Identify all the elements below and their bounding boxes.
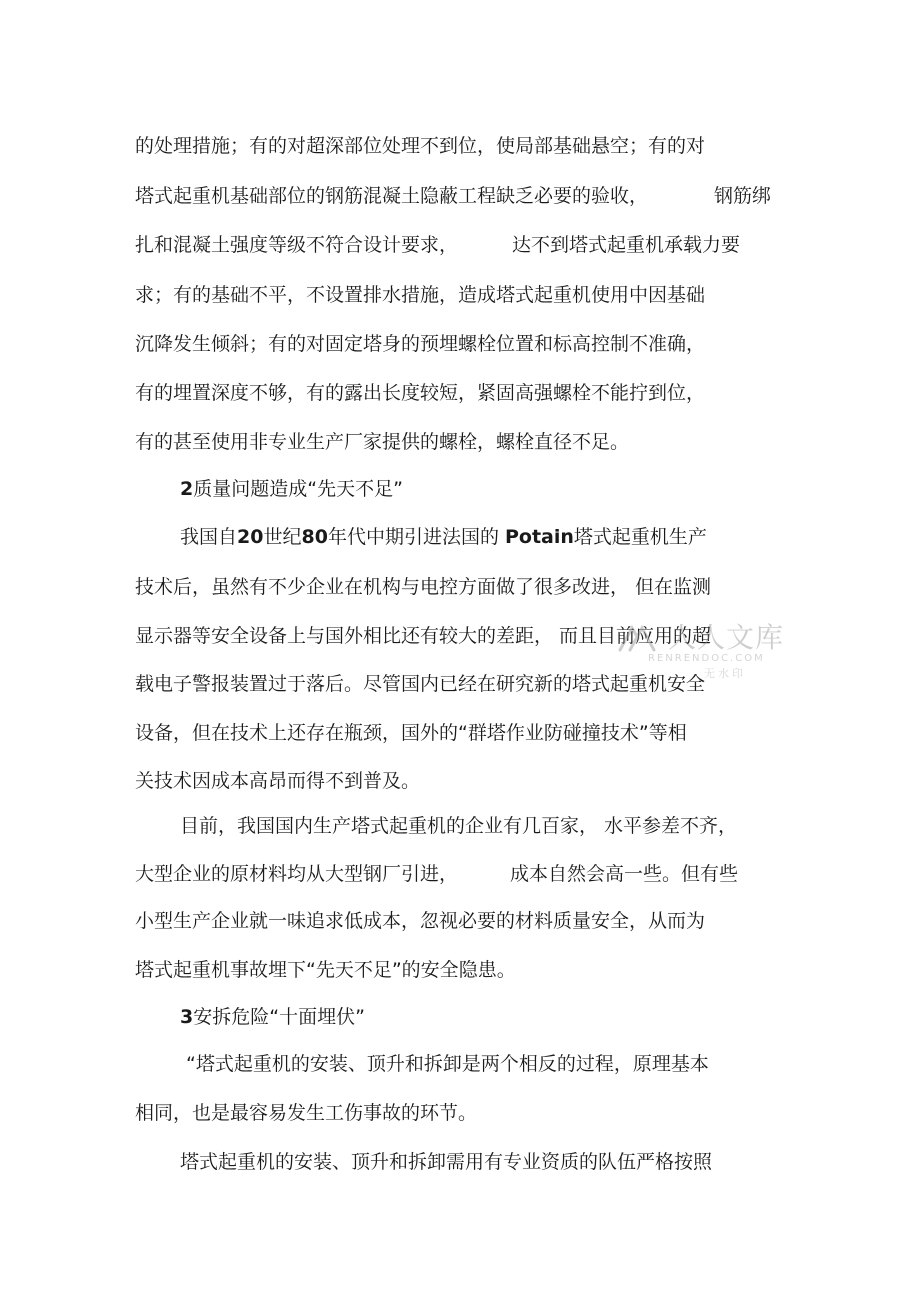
text-line: 小型生产企业就一味追求低成本，忽视必要的材料质量安全，从而为 bbox=[135, 910, 706, 932]
text-segment: 塔式起重机生产 bbox=[573, 526, 707, 548]
text-segment: 扎和混凝土强度等级不符合设计要求， bbox=[135, 234, 459, 256]
text-segment: 达不到塔式起重机承载力要 bbox=[512, 234, 741, 256]
text-segment: 塔式起重机基础部位的钢筋混凝土隐蔽工程缺乏必要的验收， bbox=[135, 185, 649, 207]
text-line: 相同，也是最容易发生工伤事故的环节。 bbox=[135, 1102, 478, 1124]
text-line bbox=[180, 525, 707, 549]
watermark-title: 人人文库 bbox=[668, 621, 785, 654]
heading-number: 2 bbox=[180, 478, 194, 500]
text-line bbox=[135, 233, 740, 257]
text-segment: 钢筋绑 bbox=[714, 185, 772, 207]
text-line: “塔式起重机的安装、顶升和拆卸是两个相反的过程，原理基本 bbox=[186, 1053, 709, 1075]
text-segment: 年代中期引进法国的 bbox=[327, 526, 505, 548]
text-line: 技术后，虽然有不少企业在机构与电控方面做了很多改进， 但在监测 bbox=[135, 576, 712, 598]
heading-text: 质量问题造成“先天不足” bbox=[193, 478, 403, 500]
text-segment: 我国自 bbox=[180, 526, 238, 548]
watermark-logo-icon bbox=[616, 624, 664, 654]
text-line bbox=[135, 184, 771, 208]
text-line: 求；有的基础不平，不设置排水措施，造成塔式起重机使用中因基础 bbox=[135, 284, 706, 306]
text-line: 显示器等安全设备上与国外相比还有较大的差距， 而且目前应用的超 bbox=[135, 625, 712, 647]
heading-text: 安拆危险“十面埋伏” bbox=[193, 1006, 365, 1028]
text-line: 设备，但在技术上还存在瓶颈，国外的“群塔作业防碰撞技术”等相 bbox=[135, 722, 687, 744]
text-line: 塔式起重机的安装、顶升和拆卸需用有专业资质的队伍严格按照 bbox=[180, 1151, 713, 1173]
section-heading-3 bbox=[180, 1005, 365, 1029]
heading-number: 3 bbox=[180, 1006, 194, 1028]
text-line: 有的埋置深度不够，有的露出长度较短，紧固高强螺栓不能拧到位， bbox=[135, 382, 706, 404]
watermark-domain: RENRENDOC.COM bbox=[648, 653, 765, 664]
text-line: 的处理措施；有的对超深部位处理不到位，使局部基础悬空；有的对 bbox=[135, 135, 706, 157]
text-segment: 成本自然会高一些。但有些 bbox=[510, 863, 739, 885]
text-line: 目前，我国国内生产塔式起重机的企业有几百家， 水平参差不齐， bbox=[180, 815, 738, 837]
text-segment: 世纪 bbox=[263, 526, 302, 548]
text-line: 关技术因成本高昂而得不到普及。 bbox=[135, 770, 421, 792]
watermark-subtitle: 无水印 bbox=[704, 667, 746, 680]
text-segment: 大型企业的原材料均从大型钢厂引进， bbox=[135, 863, 459, 885]
text-line: 有的甚至使用非专业生产厂家提供的螺栓，螺栓直径不足。 bbox=[135, 431, 630, 453]
text-line: 塔式起重机事故埋下“先天不足”的安全隐患。 bbox=[135, 959, 516, 981]
brand-potain: Potain bbox=[504, 526, 574, 548]
text-line bbox=[135, 862, 738, 886]
number-20: 20 bbox=[237, 526, 264, 548]
text-line: 载电子警报装置过于落后。尽管国内已经在研究新的塔式起重机安全 bbox=[135, 673, 706, 695]
number-80: 80 bbox=[301, 526, 328, 548]
watermark bbox=[612, 621, 785, 686]
section-heading-2 bbox=[180, 477, 403, 501]
text-line: 沉降发生倾斜；有的对固定塔身的预埋螺栓位置和标高控制不准确， bbox=[135, 333, 706, 355]
